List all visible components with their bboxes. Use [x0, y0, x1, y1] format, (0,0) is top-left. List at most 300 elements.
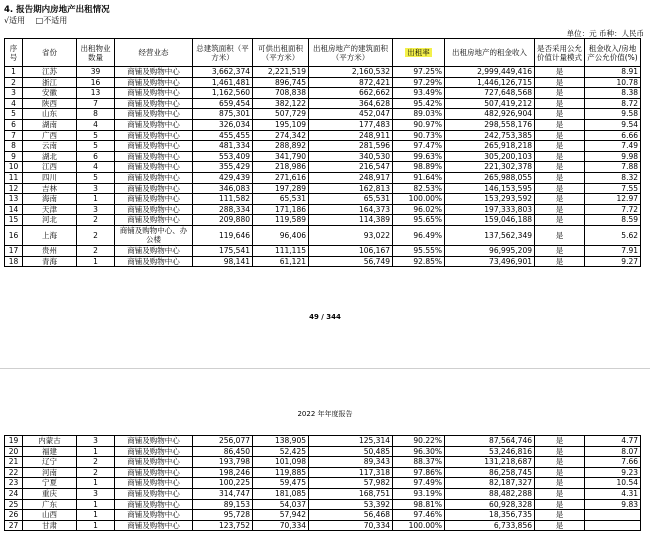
- cell-property-count: 3: [77, 183, 115, 194]
- cell-rental-income: 96,995,209: [445, 245, 535, 256]
- cell-province: 贵州: [23, 245, 77, 256]
- cell-leased-gfa: 56,468: [309, 510, 393, 521]
- cell-property-count: 16: [77, 77, 115, 88]
- table-row: [5, 98, 641, 109]
- cell-rent-to-fair-value: 6.66: [585, 130, 641, 141]
- cell-total-gfa: 175,541: [193, 245, 253, 256]
- cell-property-count: 2: [77, 225, 115, 245]
- cell-total-gfa: 288,334: [193, 204, 253, 215]
- cell-index: 16: [5, 225, 23, 245]
- cell-index: 3: [5, 88, 23, 99]
- report-header: 2022 年年度报告: [297, 410, 353, 418]
- cell-total-gfa: 3,662,374: [193, 67, 253, 78]
- cell-rent-to-fair-value: 8.59: [585, 215, 641, 226]
- cell-leased-gfa: 53,392: [309, 499, 393, 510]
- table-row: [5, 77, 641, 88]
- cell-rental-income: 507,419,212: [445, 98, 535, 109]
- cell-business-type: 商铺及购物中心: [115, 256, 193, 267]
- cell-property-count: 1: [77, 446, 115, 457]
- cell-index: 21: [5, 457, 23, 468]
- cell-total-gfa: 95,728: [193, 510, 253, 521]
- cell-total-gfa: 1,162,560: [193, 88, 253, 99]
- cell-province: 甘肃: [23, 520, 77, 531]
- cell-occupancy-rate: 90.97%: [393, 119, 445, 130]
- cell-occupancy-rate: 96.49%: [393, 225, 445, 245]
- cell-business-type: 商铺及购物中心: [115, 510, 193, 521]
- table-row: [5, 520, 641, 531]
- cell-occupancy-rate: 97.46%: [393, 510, 445, 521]
- cell-index: 27: [5, 520, 23, 531]
- cell-leasable-area: 708,838: [253, 88, 309, 99]
- rental-table-page1: [4, 38, 641, 267]
- cell-fair-value-model: 是: [535, 77, 585, 88]
- cell-index: 19: [5, 436, 23, 447]
- cell-rental-income: 18,356,735: [445, 510, 535, 521]
- cell-fair-value-model: 是: [535, 194, 585, 205]
- cell-leasable-area: 59,475: [253, 478, 309, 489]
- cell-property-count: 1: [77, 520, 115, 531]
- cell-leasable-area: 341,790: [253, 151, 309, 162]
- cell-fair-value-model: 是: [535, 183, 585, 194]
- cell-leased-gfa: 2,160,532: [309, 67, 393, 78]
- table-row: [5, 499, 641, 510]
- cell-total-gfa: 346,083: [193, 183, 253, 194]
- cell-leased-gfa: 281,596: [309, 141, 393, 152]
- cell-rental-income: 60,928,328: [445, 499, 535, 510]
- cell-rental-income: 221,302,378: [445, 162, 535, 173]
- applicability-options: [4, 15, 75, 26]
- cell-province: 云南: [23, 141, 77, 152]
- table-row: [5, 204, 641, 215]
- cell-rental-income: 197,333,803: [445, 204, 535, 215]
- cell-business-type: 商铺及购物中心: [115, 67, 193, 78]
- cell-rental-income: 265,988,055: [445, 172, 535, 183]
- table-row: [5, 256, 641, 267]
- header-occupancy-rate: [393, 39, 445, 67]
- cell-leased-gfa: 340,530: [309, 151, 393, 162]
- table-row: [5, 215, 641, 226]
- cell-leasable-area: 119,885: [253, 467, 309, 478]
- cell-total-gfa: 198,246: [193, 467, 253, 478]
- cell-index: 9: [5, 151, 23, 162]
- cell-leased-gfa: 168,751: [309, 488, 393, 499]
- cell-occupancy-rate: 97.86%: [393, 467, 445, 478]
- cell-occupancy-rate: 93.49%: [393, 88, 445, 99]
- cell-province: 天津: [23, 204, 77, 215]
- cell-total-gfa: 455,455: [193, 130, 253, 141]
- table-row: [5, 151, 641, 162]
- cell-property-count: 39: [77, 67, 115, 78]
- cell-leased-gfa: 662,662: [309, 88, 393, 99]
- cell-occupancy-rate: 97.25%: [393, 67, 445, 78]
- cell-rental-income: 305,200,103: [445, 151, 535, 162]
- cell-business-type: 商铺及购物中心: [115, 488, 193, 499]
- cell-property-count: 4: [77, 162, 115, 173]
- cell-total-gfa: 119,646: [193, 225, 253, 245]
- cell-occupancy-rate: 99.63%: [393, 151, 445, 162]
- cell-rent-to-fair-value: 8.32: [585, 172, 641, 183]
- cell-leasable-area: 65,531: [253, 194, 309, 205]
- cell-rental-income: 2,999,449,416: [445, 67, 535, 78]
- cell-province: 广东: [23, 499, 77, 510]
- cell-rental-income: 88,482,288: [445, 488, 535, 499]
- cell-property-count: 5: [77, 172, 115, 183]
- cell-occupancy-rate: 97.47%: [393, 141, 445, 152]
- cell-occupancy-rate: 82.53%: [393, 183, 445, 194]
- header-province: 省份: [23, 39, 77, 67]
- cell-leasable-area: 70,334: [253, 520, 309, 531]
- cell-occupancy-rate: 98.81%: [393, 499, 445, 510]
- cell-fair-value-model: 是: [535, 215, 585, 226]
- cell-occupancy-rate: 100.00%: [393, 520, 445, 531]
- cell-province: 山西: [23, 510, 77, 521]
- cell-rent-to-fair-value: 7.91: [585, 245, 641, 256]
- cell-rent-to-fair-value: [585, 520, 641, 531]
- cell-index: 23: [5, 478, 23, 489]
- table-row: [5, 88, 641, 99]
- cell-leasable-area: 54,037: [253, 499, 309, 510]
- cell-rent-to-fair-value: 7.55: [585, 183, 641, 194]
- cell-leased-gfa: 216,547: [309, 162, 393, 173]
- cell-occupancy-rate: 93.19%: [393, 488, 445, 499]
- cell-fair-value-model: 是: [535, 510, 585, 521]
- cell-property-count: 5: [77, 141, 115, 152]
- cell-leased-gfa: 248,917: [309, 172, 393, 183]
- cell-rent-to-fair-value: 5.62: [585, 225, 641, 245]
- cell-total-gfa: 1,461,481: [193, 77, 253, 88]
- cell-business-type: 商铺及购物中心: [115, 446, 193, 457]
- cell-rent-to-fair-value: 10.54: [585, 478, 641, 489]
- cell-fair-value-model: 是: [535, 204, 585, 215]
- cell-leased-gfa: 57,982: [309, 478, 393, 489]
- cell-fair-value-model: 是: [535, 151, 585, 162]
- cell-leased-gfa: 162,813: [309, 183, 393, 194]
- header-rental-income: 出租房地产的租金收入: [445, 39, 535, 67]
- cell-total-gfa: 875,301: [193, 109, 253, 120]
- cell-rent-to-fair-value: 4.31: [585, 488, 641, 499]
- cell-business-type: 商铺及购物中心: [115, 457, 193, 468]
- cell-property-count: 7: [77, 98, 115, 109]
- cell-rental-income: 482,926,904: [445, 109, 535, 120]
- cell-rent-to-fair-value: 7.88: [585, 162, 641, 173]
- applicable-checkbox[interactable]: √适用: [4, 16, 26, 25]
- cell-province: 陕西: [23, 98, 77, 109]
- cell-rent-to-fair-value: 8.72: [585, 98, 641, 109]
- cell-leasable-area: 101,098: [253, 457, 309, 468]
- cell-province: 青海: [23, 256, 77, 267]
- cell-rent-to-fair-value: 10.78: [585, 77, 641, 88]
- unit-currency-line: 单位：元 币种：人民币: [566, 29, 644, 38]
- cell-province: 河南: [23, 467, 77, 478]
- cell-rental-income: 146,153,595: [445, 183, 535, 194]
- cell-province: 吉林: [23, 183, 77, 194]
- cell-province: 辽宁: [23, 457, 77, 468]
- table-row: [5, 446, 641, 457]
- cell-rental-income: 86,258,745: [445, 467, 535, 478]
- cell-index: 2: [5, 77, 23, 88]
- cell-index: 12: [5, 183, 23, 194]
- table-row: [5, 141, 641, 152]
- cell-business-type: 商铺及购物中心: [115, 130, 193, 141]
- cell-total-gfa: 326,034: [193, 119, 253, 130]
- cell-fair-value-model: 是: [535, 245, 585, 256]
- table-row: [5, 162, 641, 173]
- table-row: [5, 245, 641, 256]
- cell-rent-to-fair-value: 9.23: [585, 467, 641, 478]
- cell-rent-to-fair-value: 8.38: [585, 88, 641, 99]
- cell-rental-income: 131,218,687: [445, 457, 535, 468]
- cell-property-count: 4: [77, 119, 115, 130]
- cell-rent-to-fair-value: [585, 510, 641, 521]
- cell-leasable-area: 119,589: [253, 215, 309, 226]
- cell-rental-income: 159,046,188: [445, 215, 535, 226]
- cell-rent-to-fair-value: 7.72: [585, 204, 641, 215]
- cell-leasable-area: 382,122: [253, 98, 309, 109]
- header-leasable-area: 可供出租面积（平方米）: [253, 39, 309, 67]
- cell-total-gfa: 481,334: [193, 141, 253, 152]
- table-row: [5, 183, 641, 194]
- cell-rental-income: 153,293,592: [445, 194, 535, 205]
- cell-leasable-area: 52,425: [253, 446, 309, 457]
- cell-occupancy-rate: 92.85%: [393, 256, 445, 267]
- cell-index: 14: [5, 204, 23, 215]
- cell-occupancy-rate: 100.00%: [393, 194, 445, 205]
- table-row: [5, 119, 641, 130]
- cell-leasable-area: 507,729: [253, 109, 309, 120]
- cell-business-type: 商铺及购物中心: [115, 520, 193, 531]
- cell-fair-value-model: 是: [535, 109, 585, 120]
- cell-index: 25: [5, 499, 23, 510]
- page-break-divider: [0, 368, 650, 369]
- cell-property-count: 2: [77, 457, 115, 468]
- cell-rental-income: 242,753,385: [445, 130, 535, 141]
- cell-property-count: 3: [77, 436, 115, 447]
- cell-province: 湖南: [23, 119, 77, 130]
- cell-leased-gfa: 452,047: [309, 109, 393, 120]
- cell-business-type: 商铺及购物中心: [115, 77, 193, 88]
- cell-index: 17: [5, 245, 23, 256]
- cell-rent-to-fair-value: 9.27: [585, 256, 641, 267]
- cell-property-count: 1: [77, 499, 115, 510]
- cell-total-gfa: 98,141: [193, 256, 253, 267]
- cell-province: 河北: [23, 215, 77, 226]
- table-row: [5, 510, 641, 521]
- cell-business-type: 商铺及购物中心: [115, 183, 193, 194]
- cell-fair-value-model: 是: [535, 162, 585, 173]
- cell-fair-value-model: 是: [535, 225, 585, 245]
- cell-property-count: 1: [77, 194, 115, 205]
- cell-leased-gfa: 872,421: [309, 77, 393, 88]
- cell-total-gfa: 86,450: [193, 446, 253, 457]
- cell-property-count: 2: [77, 215, 115, 226]
- cell-property-count: 1: [77, 256, 115, 267]
- cell-province: 重庆: [23, 488, 77, 499]
- cell-fair-value-model: 是: [535, 256, 585, 267]
- cell-leasable-area: 138,905: [253, 436, 309, 447]
- cell-province: 湖北: [23, 151, 77, 162]
- cell-business-type: 商铺及购物中心: [115, 162, 193, 173]
- cell-rent-to-fair-value: 8.91: [585, 67, 641, 78]
- cell-fair-value-model: 是: [535, 457, 585, 468]
- cell-province: 江苏: [23, 67, 77, 78]
- cell-index: 8: [5, 141, 23, 152]
- cell-total-gfa: 659,454: [193, 98, 253, 109]
- cell-province: 四川: [23, 172, 77, 183]
- cell-business-type: 商铺及购物中心: [115, 436, 193, 447]
- header-fair-value-model: 是否采用公允价值计量模式: [535, 39, 585, 67]
- cell-occupancy-rate: 95.55%: [393, 245, 445, 256]
- header-rent-to-fair-value: 租金收入/房地产公允价值(%): [585, 39, 641, 67]
- cell-business-type: 商铺及购物中心: [115, 215, 193, 226]
- table-row: [5, 225, 641, 245]
- cell-fair-value-model: 是: [535, 467, 585, 478]
- cell-leased-gfa: 89,343: [309, 457, 393, 468]
- cell-leasable-area: 61,121: [253, 256, 309, 267]
- cell-leased-gfa: 177,483: [309, 119, 393, 130]
- cell-rent-to-fair-value: 9.54: [585, 119, 641, 130]
- cell-leased-gfa: 248,911: [309, 130, 393, 141]
- cell-index: 5: [5, 109, 23, 120]
- cell-business-type: 商铺及购物中心: [115, 151, 193, 162]
- cell-rent-to-fair-value: 12.97: [585, 194, 641, 205]
- cell-business-type: 商铺及购物中心: [115, 194, 193, 205]
- cell-occupancy-rate: 95.42%: [393, 98, 445, 109]
- rental-table-page2: [4, 435, 641, 531]
- cell-leasable-area: 2,221,519: [253, 67, 309, 78]
- table-row: [5, 130, 641, 141]
- cell-rent-to-fair-value: 9.83: [585, 499, 641, 510]
- cell-leasable-area: 197,289: [253, 183, 309, 194]
- cell-property-count: 2: [77, 467, 115, 478]
- cell-leased-gfa: 70,334: [309, 520, 393, 531]
- cell-business-type: 商铺及购物中心: [115, 467, 193, 478]
- cell-business-type: 商铺及购物中心: [115, 88, 193, 99]
- table-row: [5, 194, 641, 205]
- header-business-type: 经营业态: [115, 39, 193, 67]
- cell-leasable-area: 896,745: [253, 77, 309, 88]
- cell-index: 1: [5, 67, 23, 78]
- cell-property-count: 2: [77, 245, 115, 256]
- cell-total-gfa: 89,153: [193, 499, 253, 510]
- cell-fair-value-model: 是: [535, 88, 585, 99]
- cell-fair-value-model: 是: [535, 520, 585, 531]
- cell-fair-value-model: 是: [535, 488, 585, 499]
- header-leased-gfa: 出租房地产的建筑面积（平方米）: [309, 39, 393, 67]
- cell-business-type: 商铺及购物中心: [115, 119, 193, 130]
- cell-total-gfa: 429,439: [193, 172, 253, 183]
- cell-rent-to-fair-value: 4.77: [585, 436, 641, 447]
- cell-leasable-area: 57,942: [253, 510, 309, 521]
- cell-fair-value-model: 是: [535, 499, 585, 510]
- cell-business-type: 商铺及购物中心: [115, 204, 193, 215]
- cell-property-count: 5: [77, 130, 115, 141]
- cell-leased-gfa: 117,318: [309, 467, 393, 478]
- not-applicable-checkbox[interactable]: □不适用: [35, 16, 68, 25]
- cell-business-type: 商铺及购物中心: [115, 172, 193, 183]
- cell-property-count: 13: [77, 88, 115, 99]
- header-index: 序号: [5, 39, 23, 67]
- cell-index: 22: [5, 467, 23, 478]
- cell-index: 7: [5, 130, 23, 141]
- cell-total-gfa: 256,077: [193, 436, 253, 447]
- cell-index: 18: [5, 256, 23, 267]
- cell-property-count: 8: [77, 109, 115, 120]
- cell-business-type: 商铺及购物中心: [115, 109, 193, 120]
- cell-province: 海南: [23, 194, 77, 205]
- cell-leasable-area: 181,085: [253, 488, 309, 499]
- cell-occupancy-rate: 88.37%: [393, 457, 445, 468]
- cell-province: 内蒙古: [23, 436, 77, 447]
- table-row: [5, 67, 641, 78]
- cell-total-gfa: 314,747: [193, 488, 253, 499]
- table-row: [5, 478, 641, 489]
- cell-province: 安徽: [23, 88, 77, 99]
- cell-total-gfa: 193,798: [193, 457, 253, 468]
- cell-rental-income: 727,648,568: [445, 88, 535, 99]
- cell-index: 15: [5, 215, 23, 226]
- cell-total-gfa: 553,409: [193, 151, 253, 162]
- cell-rental-income: 82,187,327: [445, 478, 535, 489]
- cell-property-count: 3: [77, 204, 115, 215]
- cell-property-count: 1: [77, 510, 115, 521]
- cell-occupancy-rate: 90.73%: [393, 130, 445, 141]
- occupancy-rate-highlight: 出租率: [407, 48, 430, 57]
- cell-occupancy-rate: 95.65%: [393, 215, 445, 226]
- cell-rental-income: 87,564,746: [445, 436, 535, 447]
- cell-index: 6: [5, 119, 23, 130]
- header-total-gfa: 总建筑面积（平方米）: [193, 39, 253, 67]
- cell-leasable-area: 96,406: [253, 225, 309, 245]
- cell-business-type: 商铺及购物中心: [115, 499, 193, 510]
- table-row: [5, 488, 641, 499]
- table-row: [5, 457, 641, 468]
- cell-business-type: 商铺及购物中心: [115, 478, 193, 489]
- table-row: [5, 172, 641, 183]
- cell-province: 浙江: [23, 77, 77, 88]
- cell-business-type: 商铺及购物中心: [115, 141, 193, 152]
- cell-index: 24: [5, 488, 23, 499]
- cell-rental-income: 265,918,218: [445, 141, 535, 152]
- cell-occupancy-rate: 90.22%: [393, 436, 445, 447]
- cell-business-type: 商铺及购物中心: [115, 98, 193, 109]
- cell-total-gfa: 355,429: [193, 162, 253, 173]
- cell-leasable-area: 271,616: [253, 172, 309, 183]
- cell-leasable-area: 274,342: [253, 130, 309, 141]
- cell-fair-value-model: 是: [535, 446, 585, 457]
- table-row: [5, 467, 641, 478]
- cell-rental-income: 298,558,176: [445, 119, 535, 130]
- cell-leased-gfa: 125,314: [309, 436, 393, 447]
- cell-leasable-area: 288,892: [253, 141, 309, 152]
- cell-rent-to-fair-value: 7.49: [585, 141, 641, 152]
- cell-leased-gfa: 56,749: [309, 256, 393, 267]
- cell-total-gfa: 100,225: [193, 478, 253, 489]
- table-row: [5, 436, 641, 447]
- cell-rent-to-fair-value: 9.98: [585, 151, 641, 162]
- cell-total-gfa: 123,752: [193, 520, 253, 531]
- cell-fair-value-model: 是: [535, 130, 585, 141]
- cell-rent-to-fair-value: 7.66: [585, 457, 641, 468]
- cell-fair-value-model: 是: [535, 67, 585, 78]
- cell-province: 广西: [23, 130, 77, 141]
- cell-rental-income: 6,733,856: [445, 520, 535, 531]
- cell-fair-value-model: 是: [535, 172, 585, 183]
- cell-property-count: 6: [77, 151, 115, 162]
- cell-leasable-area: 218,986: [253, 162, 309, 173]
- section-heading: 4. 报告期内房地产出租情况: [4, 5, 110, 15]
- cell-occupancy-rate: 97.29%: [393, 77, 445, 88]
- cell-index: 20: [5, 446, 23, 457]
